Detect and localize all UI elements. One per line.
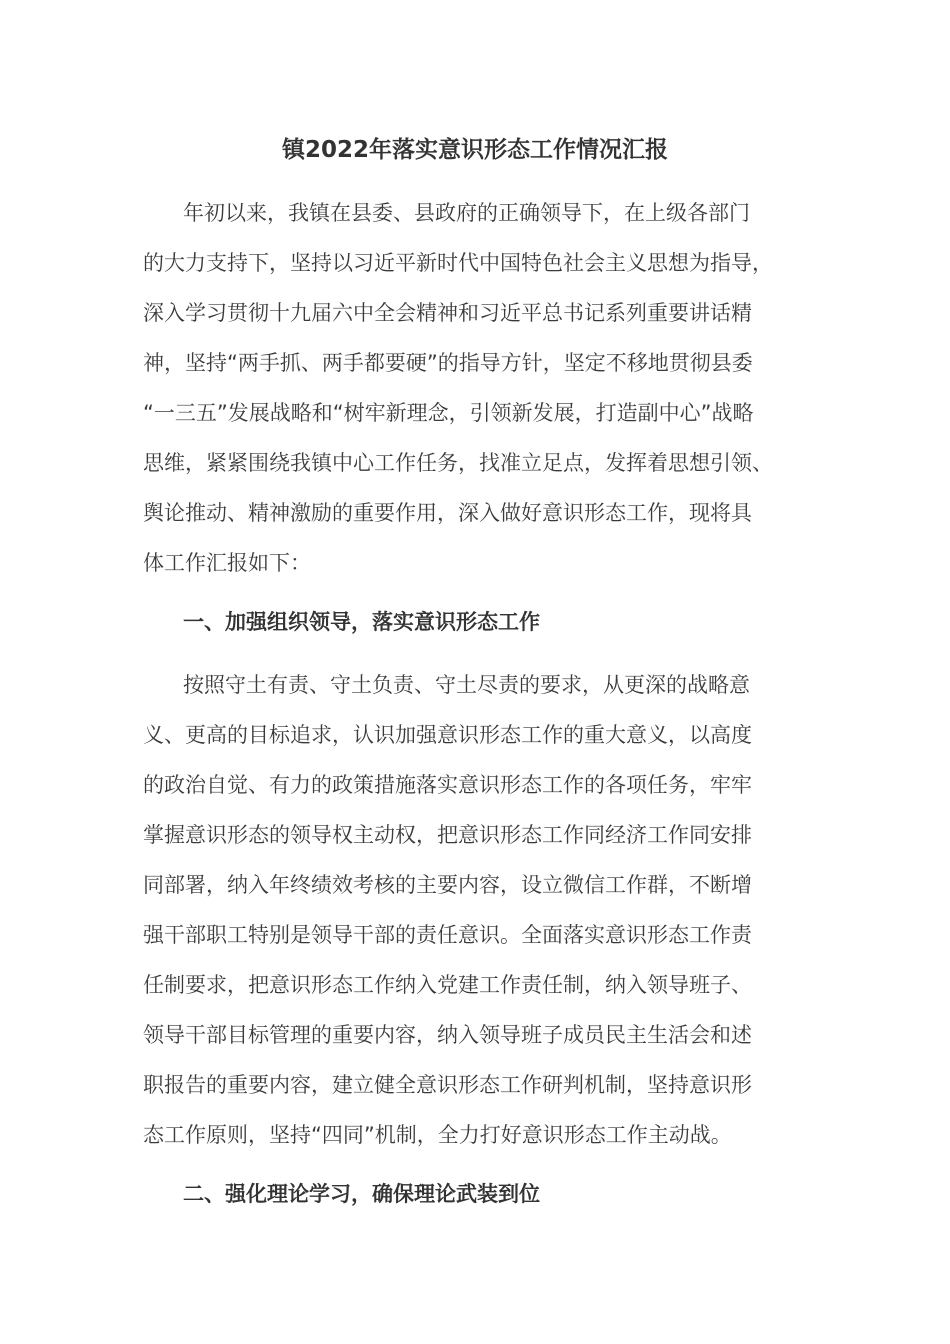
paragraph-line: 按照守土有责、守土负责、守土尽责的要求，从更深的战略意 — [183, 673, 750, 697]
paragraph-line: 领导干部目标管理的重要内容，纳入领导班子成员民主生活会和述 — [143, 1023, 752, 1047]
paragraph-line: 同部署，纳入年终绩效考核的主要内容，设立微信工作群，不断增 — [143, 873, 752, 897]
section1-paragraph — [143, 660, 833, 1160]
paragraph-line: 的大力支持下，坚持以习近平新时代中国特色社会主义思想为指导， — [143, 251, 773, 275]
paragraph-line: 职报告的重要内容，建立健全意识形态工作研判机制，坚持意识形 — [143, 1073, 752, 1097]
paragraph-line: 神，坚持“两手抓、两手都要硬”的指导方针，坚定不移地贯彻县委 — [143, 351, 753, 375]
paragraph-line: 任制要求，把意识形态工作纳入党建工作责任制，纳入领导班子、 — [143, 973, 752, 997]
paragraph-line: 思维，紧紧围绕我镇中心工作任务，找准立足点，发挥着思想引领、 — [143, 451, 773, 475]
paragraph-line: 强干部职工特别是领导干部的责任意识。全面落实意识形态工作责 — [143, 923, 752, 947]
section-heading-2: 二、强化理论学习，确保理论武装到位 — [183, 1182, 540, 1206]
paragraph-line: 舆论推动、精神激励的重要作用，深入做好意识形态工作，现将具 — [143, 501, 752, 525]
paragraph-line: 体工作汇报如下： — [143, 551, 311, 575]
paragraph-line: 掌握意识形态的领导权主动权，把意识形态工作同经济工作同安排 — [143, 823, 752, 847]
paragraph-line: 年初以来，我镇在县委、县政府的正确领导下，在上级各部门 — [183, 201, 750, 225]
section-heading-1: 一、加强组织领导，落实意识形态工作 — [183, 610, 540, 634]
paragraph-line: 义、更高的目标追求，认识加强意识形态工作的重大意义，以高度 — [143, 723, 752, 747]
paragraph-line: 的政治自觉、有力的政策措施落实意识形态工作的各项任务，牢牢 — [143, 773, 752, 797]
paragraph-line: 态工作原则，坚持“四同”机制，全力打好意识形态工作主动战。 — [143, 1123, 732, 1147]
paragraph-line: “一三五”发展战略和“树牢新理念，引领新发展，打造副中心”战略 — [143, 401, 754, 425]
document-title: 镇2022年落实意识形态工作情况汇报 — [281, 137, 668, 163]
paragraph-line: 深入学习贯彻十九届六中全会精神和习近平总书记系列重要讲话精 — [143, 301, 752, 325]
intro-paragraph — [143, 188, 833, 588]
